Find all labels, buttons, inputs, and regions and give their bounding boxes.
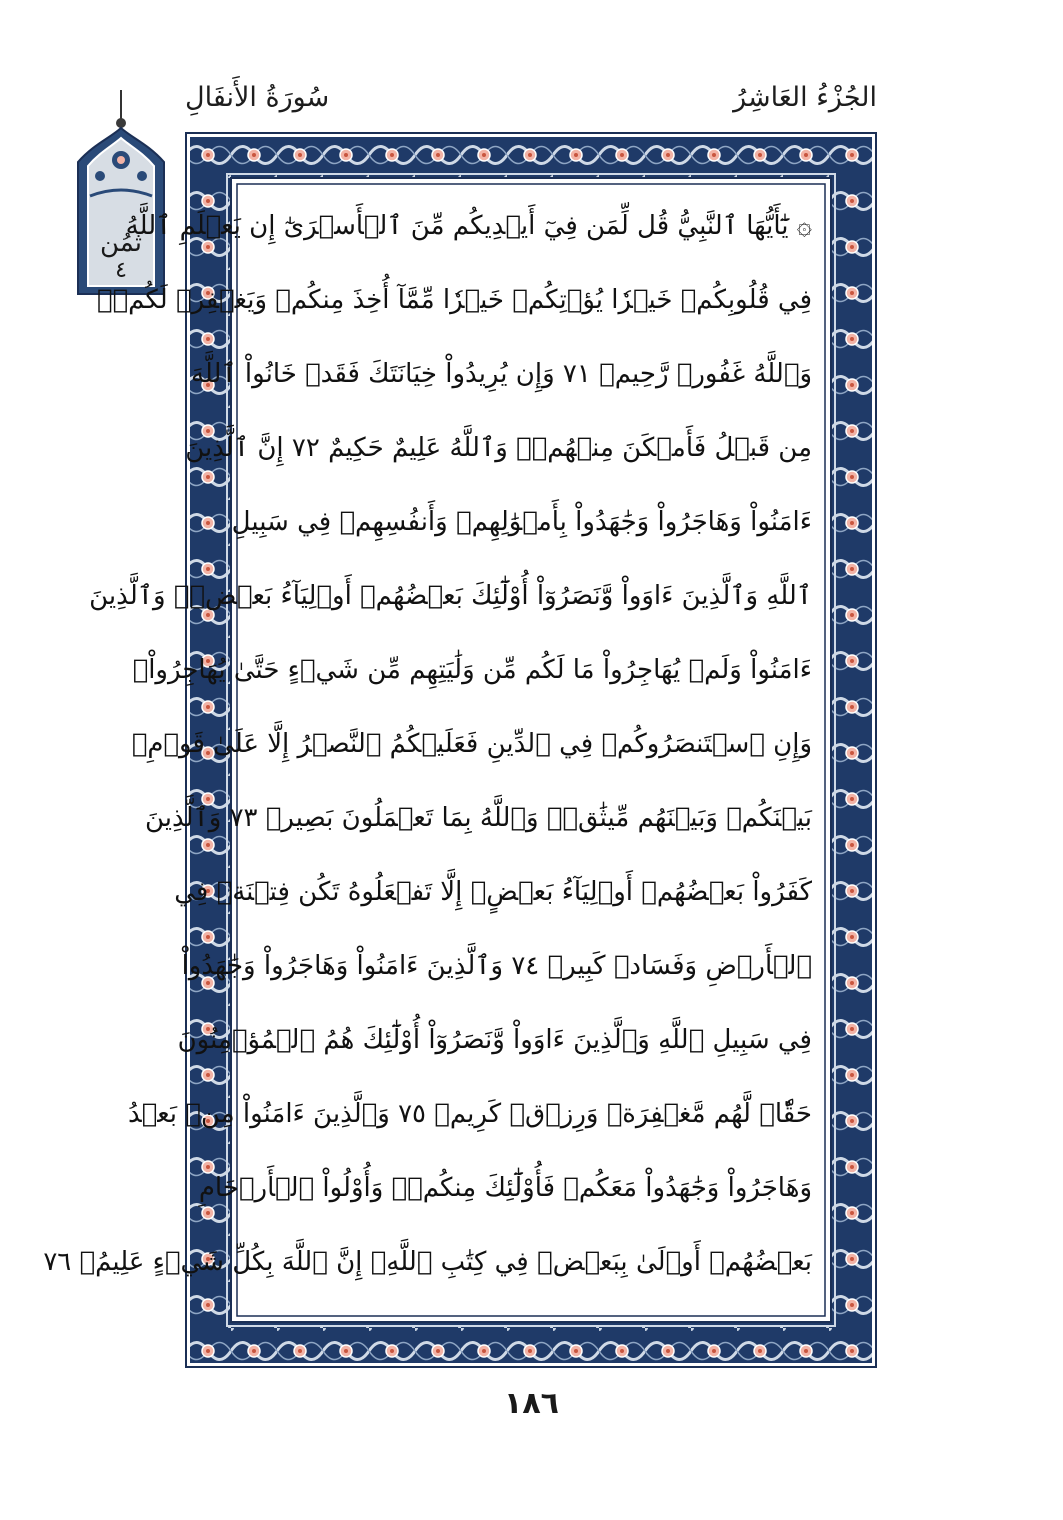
text-line: بَعۡضُهُمۡ أَوۡلَىٰ بِبَعۡضٖ فِي كِتَٰبِ ٱللَّهِۚ إِنَّ ٱللَّهَ بِكُلِّ شَيۡءٍ عَلِيمُۢ ٧٦ <box>43 1247 812 1277</box>
text-line: وَٱللَّهُ غَفُورٞ رَّحِيمٞ ٧١ وَإِن يُرِيدُواْ خِيَانَتَكَ فَقَدۡ خَانُواْ ٱللَّهَ <box>190 359 812 389</box>
text-line: وَإِنِ ٱسۡتَنصَرُوكُمۡ فِي ٱلدِّينِ فَعَلَيۡكُمُ ٱلنَّصۡرُ إِلَّا عَلَىٰ قَوۡمِۭ <box>131 729 812 759</box>
text-line: كَفَرُواْ بَعۡضُهُمۡ أَوۡلِيَآءُ بَعۡضٍۚ إِلَّا تَفۡعَلُوهُ تَكُن فِتۡنَةٞ فِي <box>174 877 812 907</box>
surah-title: سُورَةُ الأَنفَالِ <box>185 82 330 113</box>
text-line: فِي سَبِيلِ ٱللَّهِ وَٱلَّذِينَ ءَاوَواْ وَّنَصَرُوٓاْ أُوْلَٰٓئِكَ هُمُ ٱلۡمُؤۡمِنُونَ <box>177 1025 812 1055</box>
text-line: حَقّٗاۚ لَّهُم مَّغۡفِرَةٞ وَرِزۡقٞ كَرِيمٞ ٧٥ وَٱلَّذِينَ ءَامَنُواْ مِنۢ بَعۡدُ <box>128 1099 812 1129</box>
text-line: ۞ يَٰٓأَيُّهَا ٱلنَّبِيُّ قُل لِّمَن فِيٓ أَيۡدِيكُم مِّنَ ٱلۡأَسۡرَىٰٓ إِن يَعۡلَمِ ٱللَّهُ <box>125 211 812 241</box>
text-line: ٱلۡأَرۡضِ وَفَسَادٞ كَبِيرٞ ٧٤ وَٱلَّذِينَ ءَامَنُواْ وَهَاجَرُواْ وَجَٰهَدُواْ <box>181 951 812 981</box>
page-header <box>185 82 877 122</box>
text-line: ءَامَنُواْ وَهَاجَرُواْ وَجَٰهَدُواْ بِأَمۡوَٰلِهِمۡ وَأَنفُسِهِمۡ فِي سَبِيلِ <box>231 507 812 537</box>
text-line: ءَامَنُواْ وَلَمۡ يُهَاجِرُواْ مَا لَكُم مِّن وَلَٰيَتِهِم مِّن شَيۡءٍ حَتَّىٰ يُهَاجِرُواْۚ <box>132 655 812 685</box>
text-line: بَيۡنَكُمۡ وَبَيۡنَهُم مِّيثَٰقٞۗ وَٱللَّهُ بِمَا تَعۡمَلُونَ بَصِيرٞ ٧٣ وَٱلَّذِينَ <box>144 803 812 833</box>
text-line: فِي قُلُوبِكُمۡ خَيۡرٗا يُؤۡتِكُمۡ خَيۡرٗا مِّمَّآ أُخِذَ مِنكُمۡ وَيَغۡفِرۡ لَكُمۡۚ <box>96 285 812 315</box>
page-number: ١٨٦ <box>504 1386 559 1421</box>
text-line: ٱللَّهِ وَٱلَّذِينَ ءَاوَواْ وَّنَصَرُوٓاْ أُوْلَٰٓئِكَ بَعۡضُهُمۡ أَوۡلِيَآءُ بَعۡضٖۚ وَٱلَّذِينَ <box>89 581 812 611</box>
text-line: مِن قَبۡلُ فَأَمۡكَنَ مِنۡهُمۡۗ وَٱللَّهُ عَلِيمٌ حَكِيمٌ ٧٢ إِنَّ ٱلَّذِينَ <box>185 433 812 463</box>
marker-word: ثمُن <box>99 228 143 258</box>
text-line: وَهَاجَرُواْ وَجَٰهَدُواْ مَعَكُمۡ فَأُوْلَٰٓئِكَ مِنكُمۡۚ وَأُوْلُواْ ٱلۡأَرۡحَامِ <box>198 1173 812 1203</box>
marker-number: ٤ <box>115 258 127 283</box>
juz-title: الجُزْءُ العَاشِرُ <box>733 82 877 113</box>
